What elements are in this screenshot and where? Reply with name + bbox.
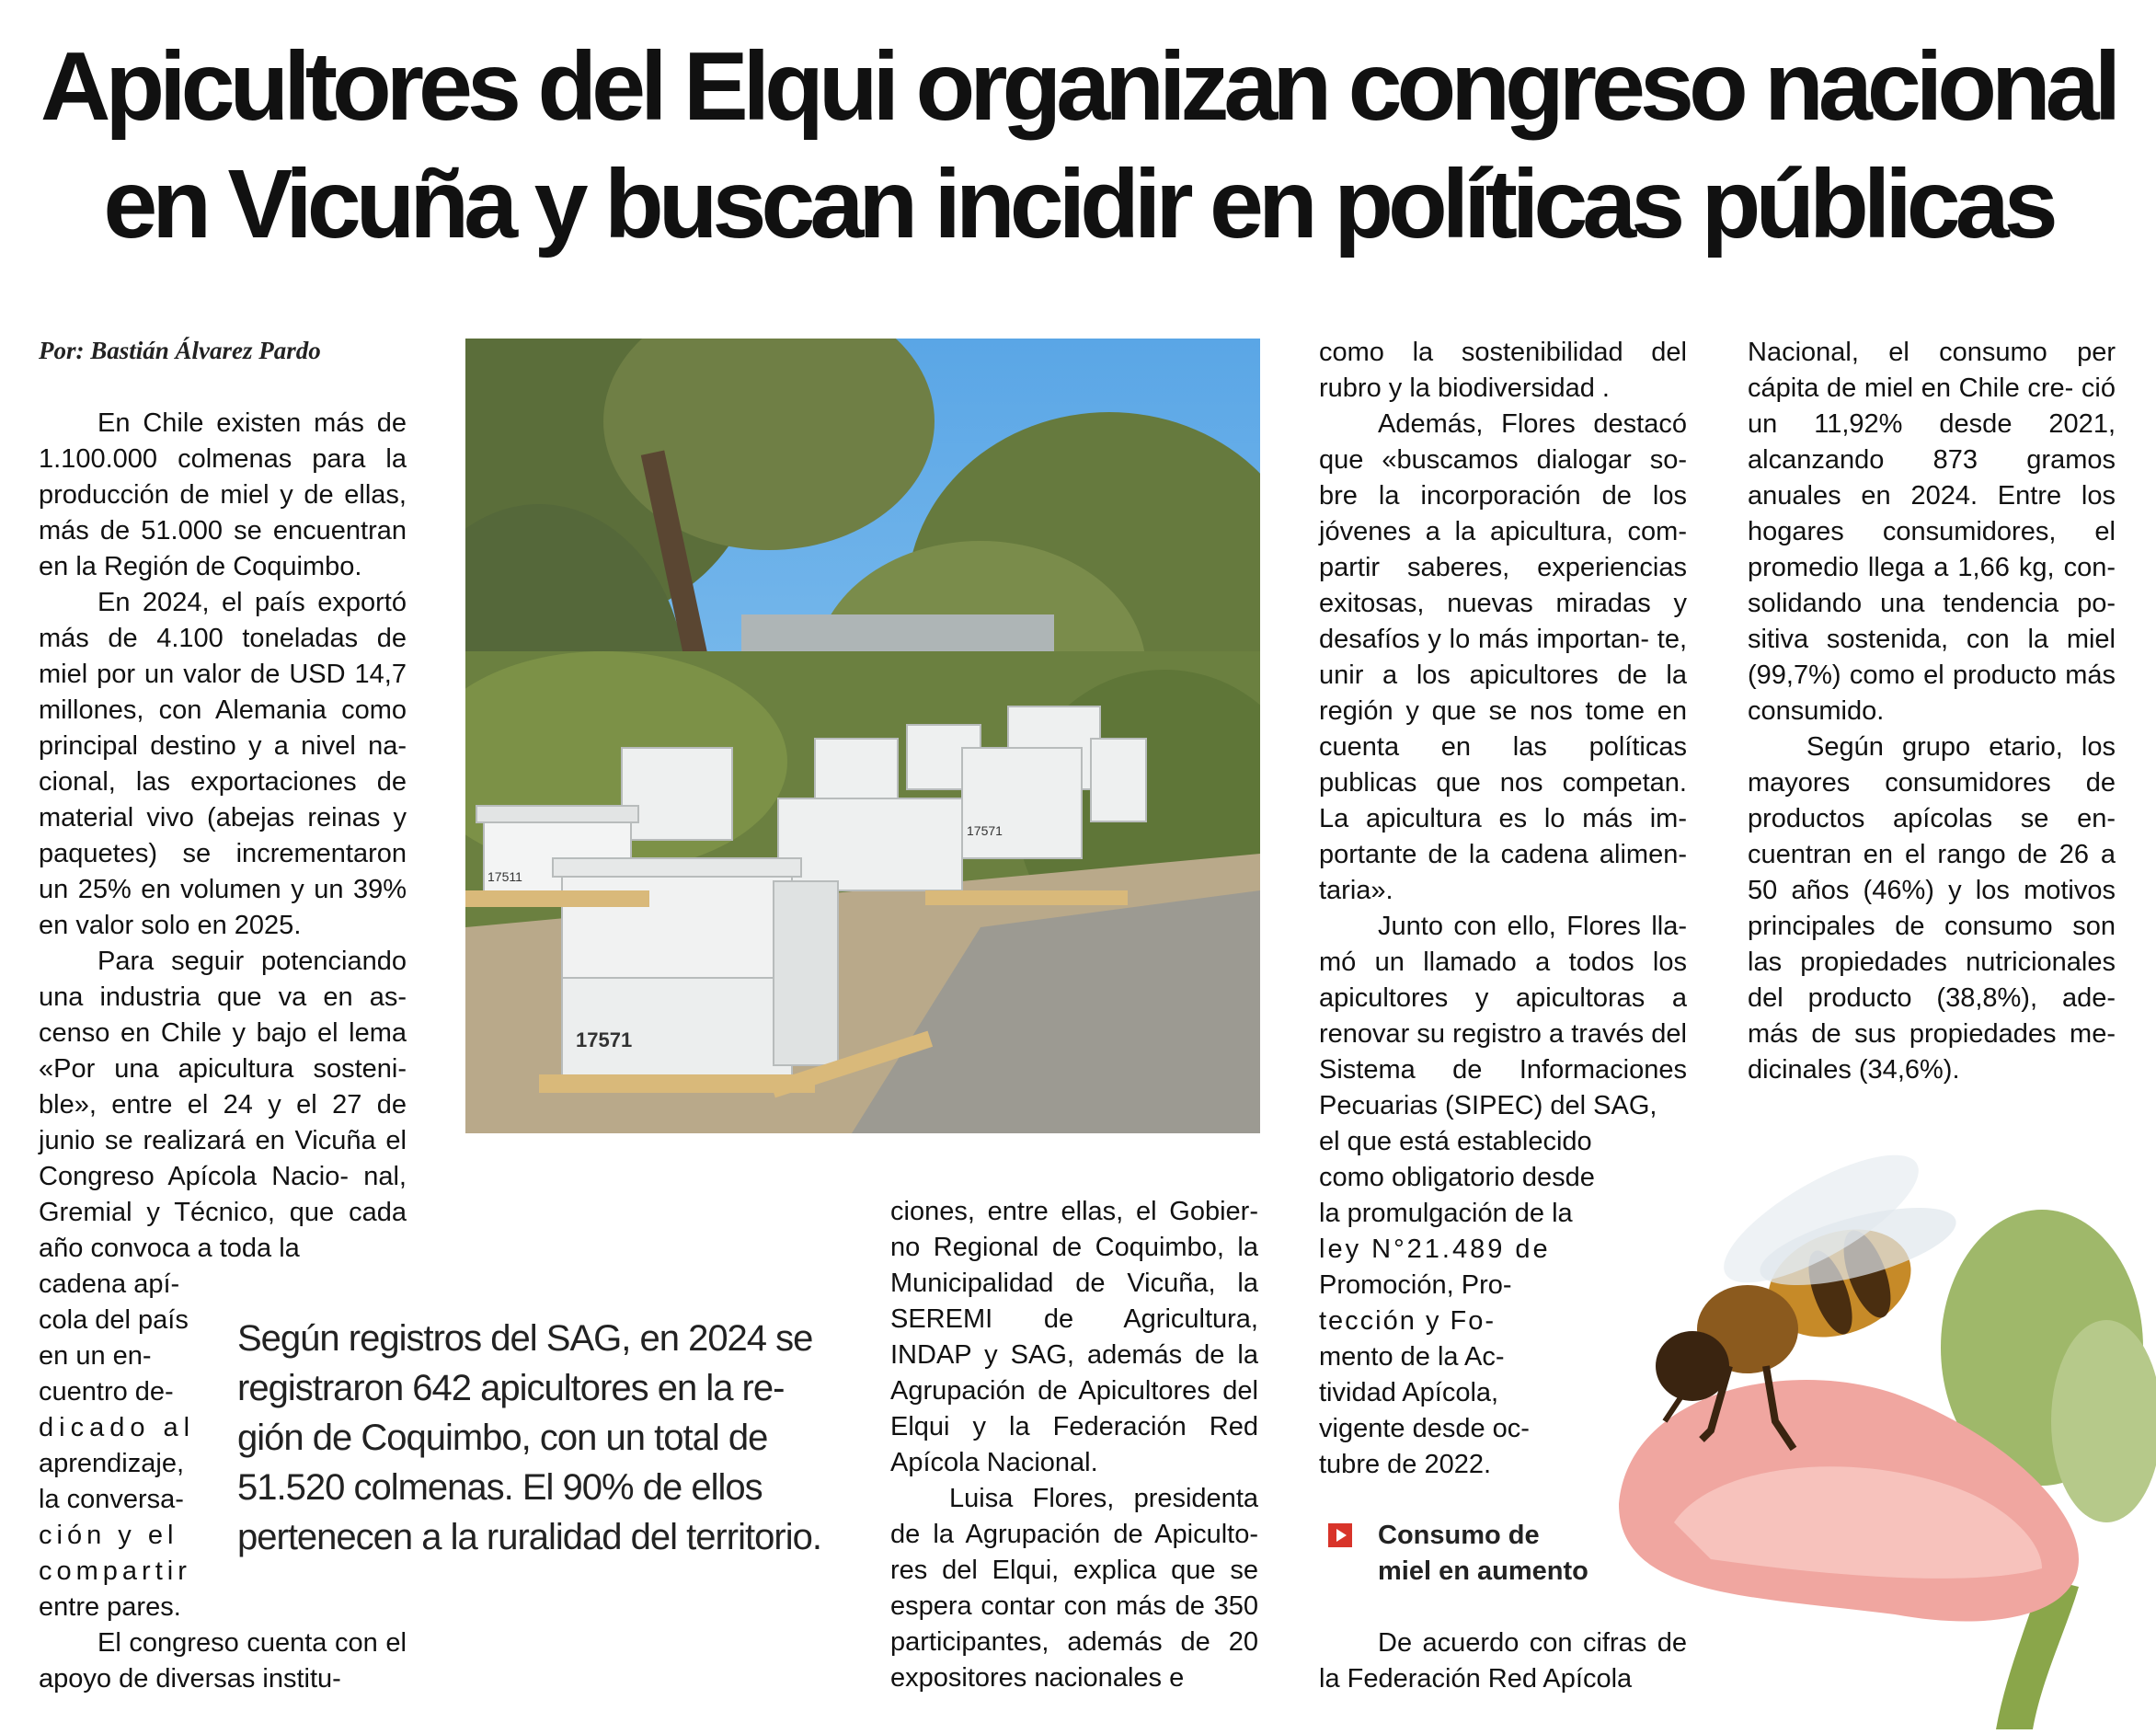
- text-line: tividad Apícola,: [1319, 1378, 1499, 1407]
- column-3: [1319, 335, 1687, 1124]
- hive-number: 17511: [487, 869, 522, 884]
- pull-quote-line: registraron 642 apicultores en la re-: [237, 1368, 785, 1408]
- subhead-line: miel en aumento: [1378, 1556, 1588, 1586]
- paragraph: De acuerdo con cifras de la Federación Red Apícola: [1319, 1628, 1687, 1694]
- hive-number: 17571: [967, 823, 1003, 838]
- text-line: ley N°21.489 de: [1319, 1234, 1551, 1264]
- text-line: cadena apí-: [39, 1269, 180, 1299]
- headline-line-1: Apicultores del Elqui organizan congreso nacional: [40, 32, 2116, 141]
- text-line: dicado al: [39, 1413, 196, 1442]
- column-4: [1748, 335, 2116, 1088]
- paragraph: Luisa Flores, presidenta de la Agrupación de Apiculto- res del Elqui, explica que se espera contar con más de 350 participantes, además de 20 expositores nacionales e: [890, 1484, 1258, 1693]
- byline: Por: Bastián Álvarez Pardo: [39, 337, 321, 364]
- text-line: en un en-: [39, 1341, 152, 1371]
- headline: [0, 28, 2156, 263]
- bee-on-flower-image: [1564, 1118, 2156, 1729]
- section-subhead: [1328, 1518, 1588, 1590]
- pull-quote: [237, 1314, 826, 1562]
- text-line: como obligatorio desde: [1319, 1163, 1595, 1192]
- pull-quote-line: gión de Coquimbo, con un total de: [237, 1418, 768, 1458]
- pull-quote-line: 51.520 colmenas. El 90% de ellos: [237, 1467, 763, 1508]
- text-line: la conversa-: [39, 1485, 184, 1514]
- text-line: compartir: [39, 1556, 191, 1586]
- subhead-line: Consumo de: [1378, 1521, 1540, 1550]
- pull-quote-line: Según registros del SAG, en 2024 se: [237, 1318, 813, 1359]
- text-line: tección y Fo-: [1319, 1306, 1496, 1336]
- beehives-photo: [465, 339, 1260, 1133]
- hive-number: 17571: [576, 1028, 633, 1051]
- paragraph: En 2024, el país exportó más de 4.100 toneladas de miel por un valor de USD 14,7 millones, con Alemania como principal destino y a nivel na- cional, las exportaciones de material vivo (abejas reinas y paquetes) se incrementaron un 25% en volumen y un 39% en valor solo en 2025.: [39, 588, 407, 940]
- column-3-narrow: [1319, 1124, 1595, 1483]
- text-line: ción y el: [39, 1521, 178, 1550]
- paragraph: como la sostenibilidad del rubro y la biodiversidad .: [1319, 338, 1687, 403]
- text-line: la promulgación de la: [1319, 1199, 1573, 1228]
- column-2: [890, 1194, 1258, 1696]
- text-line: el que está establecido: [1319, 1127, 1592, 1156]
- pull-quote-line: pertenecen a la ruralidad del territorio.: [237, 1517, 821, 1557]
- text-line: cuentro de-: [39, 1377, 174, 1407]
- paragraph: Además, Flores destacó que «buscamos dialogar so- bre la incorporación de los jóvenes a la apicultura, com- partir saberes, experiencias exitosas, nuevas miradas y desafíos y lo más importan- te, unir a los apicultores de la región y que se nos tome en cuenta en las políticas publicas que nos competan. La apicultura es lo más im- portante de la cadena alimen- taria».: [1319, 409, 1688, 905]
- text-line: vigente desde oc-: [1319, 1414, 1530, 1443]
- text-line: entre pares.: [39, 1592, 181, 1622]
- headline-line-2: en Vicuña y buscan incidir en políticas públicas: [103, 150, 2053, 258]
- paragraph: ciones, entre ellas, el Gobier- no Regional de Coquimbo, la Municipalidad de Vicuña, la SEREMI de Agricultura, INDAP y SAG, además de la Agrupación de Apicultores del Elqui y la Federación Red Apícola Nacional.: [890, 1197, 1258, 1477]
- text-line: mento de la Ac-: [1319, 1342, 1505, 1372]
- column-1-narrow: [39, 1267, 195, 1625]
- paragraph: Según grupo etario, los mayores consumidores de productos apícolas se en- cuentran en el rango de 26 a 50 años (46%) y los motivos principales de consumo son las propiedades nutricionales del producto (38,8%), ade- más de sus propiedades me- dicinales (34,6%).: [1748, 732, 2116, 1085]
- bee-flower-illustration: [1564, 1118, 2156, 1729]
- play-arrow-icon: [1328, 1523, 1352, 1547]
- text-line: aprendizaje,: [39, 1449, 184, 1478]
- paragraph: El congreso cuenta con el apoyo de diversas institu-: [39, 1628, 407, 1694]
- paragraph: Junto con ello, Flores lla- mó un llamado a todos los apicultores y apicultoras a renovar su registro a través del Sistema de Informaciones Pecuarias (SIPEC) del SAG,: [1319, 912, 1687, 1120]
- paragraph: En Chile existen más de 1.100.000 colmenas para la producción de miel y de ellas, más de 51.000 se encuentran en la Región de Coquimbo.: [39, 408, 407, 581]
- column-1: [39, 406, 407, 1267]
- beehives-illustration: [465, 339, 1260, 1133]
- text-line: cola del país: [39, 1305, 189, 1335]
- column-1-bottom: [39, 1625, 407, 1697]
- paragraph: Para seguir potenciando una industria que va en as- censo en Chile y bajo el lema «Por una apicultura sosteni- ble», entre el 24 y el 27 de junio se realizará en Vicuña el Congreso Apícola Nacio- nal, Gremial y Técnico, que cada año convoca a toda la: [39, 947, 407, 1263]
- paragraph: Nacional, el consumo per cápita de miel en Chile cre- ció un 11,92% desde 2021, alcanzando 873 gramos anuales en 2024. Entre los hogares consumidores, el promedio llega a 1,66 kg, con- solidando una tendencia po- sitiva sostenida, con la miel (99,7%) como el producto más consumido.: [1748, 338, 2116, 726]
- text-line: tubre de 2022.: [1319, 1450, 1492, 1479]
- text-line: Promoción, Pro-: [1319, 1270, 1512, 1300]
